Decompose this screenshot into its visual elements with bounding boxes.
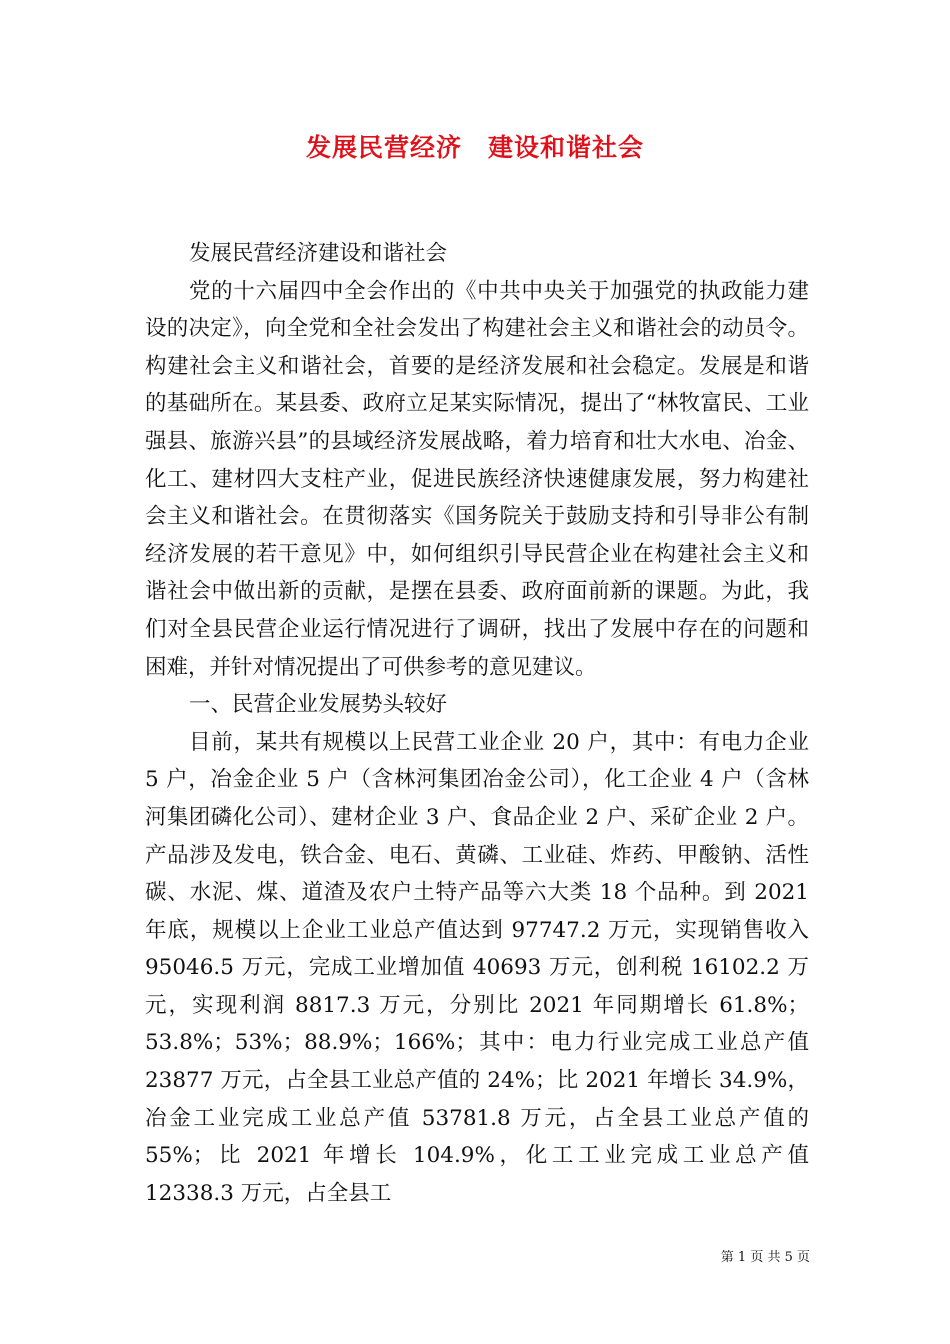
page-number: 第 1 页 共 5 页 [720, 1250, 810, 1265]
document-body [145, 235, 809, 1212]
paragraph-statistics: 目前，某共有规模以上民营工业企业 20 户，其中：有电力企业 5 户，冶金企业 5 户（含林河集团冶金公司），化工企业 4 户（含林河集团磷化公司）、建材企业 3 户、食品企业 2 户、采矿企业 2 户。产品涉及发电，铁合金、电石、黄磷、工业硅、炸药、甲酸钠、活性碳、水泥、煤、道渣及农户土特产品等六大类 18 个品种。到 2021 年底，规模以上企业工业总产值达到 97747.2 万元，实现销售收入 95046.5 万元，完成工业增加值 40693 万元，创利税 16102.2 万元，实现利润 8817.3 万元，分别比 2021 年同期增长 61.8%；53.8%；53%；88.9%；166%；其中：电力行业完成工业总产值 23877 万元，占全县工业总产值的 24%；比 2021 年增长 34.9%，冶金工业完成工业总产值 53781.8 万元，占全县工业总产值的 55%；比 2021 年增长 104.9%，化工工业完成工业总产值 12338.3 万元，占全县工 [145, 729, 809, 1206]
section-heading: 一、民营企业发展势头较好 [189, 692, 448, 718]
paragraph-intro: 党的十六届四中全会作出的《中共中央关于加强党的执政能力建设的决定》，向全党和全社会发出了构建社会主义和谐社会的动员令。构建社会主义和谐社会，首要的是经济发展和社会稳定。发展是和谐的基础所在。某县委、政府立足某实际情况，提出了“林牧富民、工业强县、旅游兴县”的县域经济发展战略，着力培育和壮大水电、冶金、化工、建材四大支柱产业，促进民族经济快速健康发展，努力构建社会主义和谐社会。在贯彻落实《国务院关于鼓励支持和引导非公有制经济发展的若干意见》中，如何组织引导民营企业在构建社会主义和谐社会中做出新的贡献，是摆在县委、政府面前新的课题。为此，我们对全县民营企业运行情况进行了调研，找出了发展中存在的问题和困难，并针对情况提出了可供参考的意见建议。 [145, 278, 809, 680]
paragraph-subtitle: 发展民营经济建设和谐社会 [189, 241, 448, 266]
document-title: 发展民营经济 建设和谐社会 [305, 133, 644, 162]
